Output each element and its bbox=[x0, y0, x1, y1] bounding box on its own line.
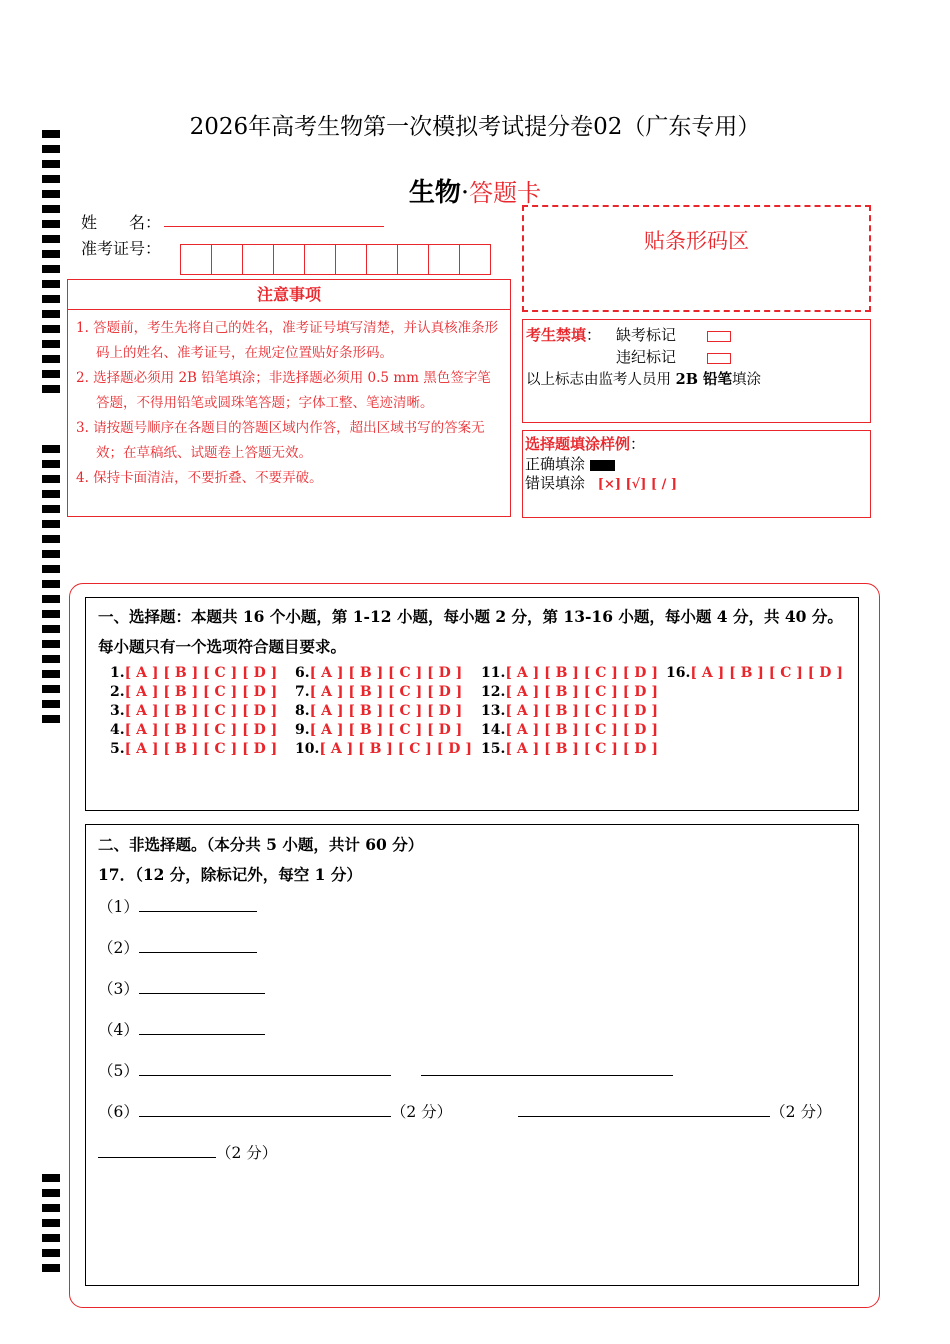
section2-heading: 二、非选择题。（本分共 5 小题，共计 60 分） bbox=[98, 835, 424, 854]
part-label: （2） bbox=[98, 939, 139, 957]
part-label: （1） bbox=[98, 898, 139, 916]
forbid-note-post: 填涂 bbox=[732, 372, 762, 388]
question-options[interactable]: [ A ] [ B ] [ C ] [ D ] bbox=[309, 684, 463, 700]
mc-question-2[interactable] bbox=[110, 684, 277, 700]
notice-item: 4. 保持卡面清洁，不要折叠、不要弄破。 bbox=[76, 470, 323, 486]
question-number: 5. bbox=[110, 741, 125, 757]
id-digit-box[interactable] bbox=[366, 244, 398, 275]
question-number: 4. bbox=[110, 722, 125, 738]
page-title: 2026年高考生物第一次模拟考试提分卷02（广东专用） bbox=[189, 114, 761, 140]
timing-marks-top bbox=[42, 130, 60, 400]
id-digit-box[interactable] bbox=[397, 244, 429, 275]
id-digit-box[interactable] bbox=[211, 244, 243, 275]
id-digit-box[interactable] bbox=[335, 244, 367, 275]
question-options[interactable]: [ A ] [ B ] [ C ] [ D ] bbox=[505, 684, 658, 700]
mc-question-6[interactable] bbox=[295, 665, 462, 681]
answer-blank[interactable] bbox=[518, 1102, 770, 1117]
absent-mark-box[interactable] bbox=[707, 331, 731, 342]
mc-question-1[interactable] bbox=[110, 665, 277, 681]
answer-blank[interactable] bbox=[139, 1020, 265, 1035]
answer-blank[interactable] bbox=[139, 897, 257, 912]
answer-blank[interactable] bbox=[139, 1061, 391, 1076]
question-number: 7. bbox=[295, 684, 310, 700]
points-note: （2 分） bbox=[770, 1103, 832, 1121]
section1-heading: 一、选择题：本题共 16 个小题，第 1-12 小题，每小题 2 分，第 13-16 小题，每小题 4 分，共 40 分。每小题只有一个选项符合题目要求。 bbox=[98, 607, 843, 656]
answer-blank[interactable] bbox=[139, 1102, 391, 1117]
question-number: 16. bbox=[666, 665, 691, 681]
question-options[interactable]: [ A ] [ B ] [ C ] [ D ] bbox=[309, 703, 463, 719]
violation-mark-label: 违纪标记 bbox=[616, 348, 677, 366]
notice-item: 3. 请按题号顺序在各题目的答题区域内作答，超出区域书写的答案无效；在草稿纸、试题卷上答题无效。 bbox=[76, 420, 485, 461]
notice-item: 2. 选择题必须用 2B 铅笔填涂；非选择题必须用 0.5 mm 黑色签字笔答题，不得用铅笔或圆珠笔答题；字体工整、笔迹清晰。 bbox=[76, 370, 491, 411]
question-number: 10. bbox=[295, 741, 320, 757]
correct-fill-label: 正确填涂 bbox=[525, 455, 586, 473]
mc-question-8[interactable] bbox=[295, 703, 462, 719]
question-number: 13. bbox=[481, 703, 506, 719]
question-options[interactable]: [ A ] [ B ] [ C ] [ D ] bbox=[505, 722, 658, 738]
violation-mark-box[interactable] bbox=[707, 353, 731, 364]
id-label: 准考证号： bbox=[81, 239, 162, 258]
forbid-note-bold: 2B 铅笔 bbox=[675, 371, 733, 388]
mc-question-16[interactable] bbox=[666, 665, 843, 681]
answer-blank[interactable] bbox=[98, 1143, 216, 1158]
question-number: 6. bbox=[295, 665, 310, 681]
answer-line-1[interactable] bbox=[98, 895, 257, 917]
timing-marks-bottom bbox=[42, 1174, 60, 1279]
notice-item: 1. 答题前，考生先将自己的姓名，准考证号填写清楚，并认真核准条形码上的姓名、准考证号，在规定位置贴好条形码。 bbox=[76, 320, 499, 361]
id-digit-box[interactable] bbox=[180, 244, 212, 275]
subject-label: 生物 bbox=[408, 178, 461, 208]
forbid-label: 考生禁填 bbox=[526, 326, 587, 344]
mc-question-5[interactable] bbox=[110, 741, 277, 757]
forbid-colon: ： bbox=[586, 326, 602, 344]
exam-id-boxes[interactable] bbox=[181, 244, 491, 275]
mc-question-10[interactable] bbox=[295, 741, 472, 757]
points-note: （2 分） bbox=[390, 1103, 453, 1121]
id-digit-box[interactable] bbox=[273, 244, 305, 275]
question-options[interactable]: [ A ] [ B ] [ C ] [ D ] bbox=[690, 665, 843, 681]
question-number: 8. bbox=[295, 703, 310, 719]
question-options[interactable]: [ A ] [ B ] [ C ] [ D ] bbox=[505, 741, 658, 757]
question-options[interactable]: [ A ] [ B ] [ C ] [ D ] bbox=[124, 684, 278, 700]
mc-question-15[interactable] bbox=[481, 741, 658, 757]
sample-label: 选择题填涂样例 bbox=[525, 435, 631, 453]
question-options[interactable]: [ A ] [ B ] [ C ] [ D ] bbox=[124, 665, 278, 681]
answer-line-5[interactable] bbox=[98, 1059, 673, 1081]
mc-question-3[interactable] bbox=[110, 703, 277, 719]
notice-box bbox=[67, 279, 511, 517]
answer-line-3[interactable] bbox=[98, 977, 265, 999]
barcode-area: 贴条形码区 bbox=[522, 205, 871, 312]
question-number: 3. bbox=[110, 703, 125, 719]
answer-blank[interactable] bbox=[139, 979, 265, 994]
question-number: 9. bbox=[295, 722, 310, 738]
question-number: 14. bbox=[481, 722, 506, 738]
mc-question-14[interactable] bbox=[481, 722, 658, 738]
sample-colon: ： bbox=[630, 435, 646, 453]
question-options[interactable]: [ A ] [ B ] [ C ] [ D ] bbox=[505, 703, 658, 719]
examiner-only-box bbox=[522, 319, 871, 423]
question-options[interactable]: [ A ] [ B ] [ C ] [ D ] bbox=[309, 722, 463, 738]
forbid-note-pre: 以上标志由监考人员用 bbox=[526, 372, 676, 388]
part-label: （3） bbox=[98, 980, 139, 998]
absent-mark-label: 缺考标记 bbox=[616, 326, 677, 344]
question-number: 15. bbox=[481, 741, 506, 757]
mc-question-11[interactable] bbox=[481, 665, 658, 681]
answer-blank[interactable] bbox=[139, 938, 257, 953]
correct-fill-sample bbox=[590, 460, 615, 471]
wrong-fill-samples: [×] [√] [ / ] bbox=[597, 477, 677, 492]
answer-line-6[interactable] bbox=[98, 1100, 831, 1122]
id-digit-box[interactable] bbox=[242, 244, 274, 275]
multiple-choice-section bbox=[85, 597, 859, 811]
part-label: （5） bbox=[98, 1062, 139, 1080]
question-number: 11. bbox=[481, 665, 506, 681]
question-options[interactable]: [ A ] [ B ] [ C ] [ D ] bbox=[124, 703, 278, 719]
question-options[interactable]: [ A ] [ B ] [ C ] [ D ] bbox=[309, 665, 463, 681]
subtitle-dot: · bbox=[460, 178, 470, 208]
name-field[interactable] bbox=[164, 226, 384, 227]
question-options[interactable]: [ A ] [ B ] [ C ] [ D ] bbox=[124, 722, 278, 738]
question-options[interactable]: [ A ] [ B ] [ C ] [ D ] bbox=[505, 665, 658, 681]
points-note: （2 分） bbox=[216, 1144, 278, 1162]
mc-question-13[interactable] bbox=[481, 703, 658, 719]
notice-heading: 注意事项 bbox=[68, 280, 510, 310]
wrong-fill-label: 错误填涂 bbox=[525, 474, 586, 492]
mc-question-9[interactable] bbox=[295, 722, 462, 738]
answer-line-2[interactable] bbox=[98, 936, 257, 958]
question-number: 1. bbox=[110, 665, 125, 681]
id-digit-box[interactable] bbox=[459, 244, 491, 275]
fill-sample-box bbox=[522, 430, 871, 518]
part-label: （6） bbox=[98, 1103, 139, 1121]
question-17-heading: 17．（12 分，除标记外，每空 1 分） bbox=[98, 865, 362, 884]
question-options[interactable]: [ A ] [ B ] [ C ] [ D ] bbox=[124, 741, 278, 757]
mc-question-4[interactable] bbox=[110, 722, 277, 738]
mc-question-7[interactable] bbox=[295, 684, 462, 700]
answer-line-4[interactable] bbox=[98, 1018, 265, 1040]
question-number: 2. bbox=[110, 684, 125, 700]
mc-question-12[interactable] bbox=[481, 684, 658, 700]
part-label: （4） bbox=[98, 1021, 139, 1039]
answer-blank[interactable] bbox=[421, 1061, 673, 1076]
question-number: 12. bbox=[481, 684, 506, 700]
card-subtitle bbox=[0, 172, 950, 209]
answer-line-7[interactable] bbox=[98, 1141, 277, 1163]
card-label: 答题卡 bbox=[469, 179, 542, 207]
timing-marks-middle bbox=[42, 445, 60, 730]
id-digit-box[interactable] bbox=[428, 244, 460, 275]
free-response-section bbox=[85, 824, 859, 1286]
id-digit-box[interactable] bbox=[304, 244, 336, 275]
name-label: 姓 名： bbox=[81, 213, 162, 232]
question-options[interactable]: [ A ] [ B ] [ C ] [ D ] bbox=[319, 741, 472, 757]
